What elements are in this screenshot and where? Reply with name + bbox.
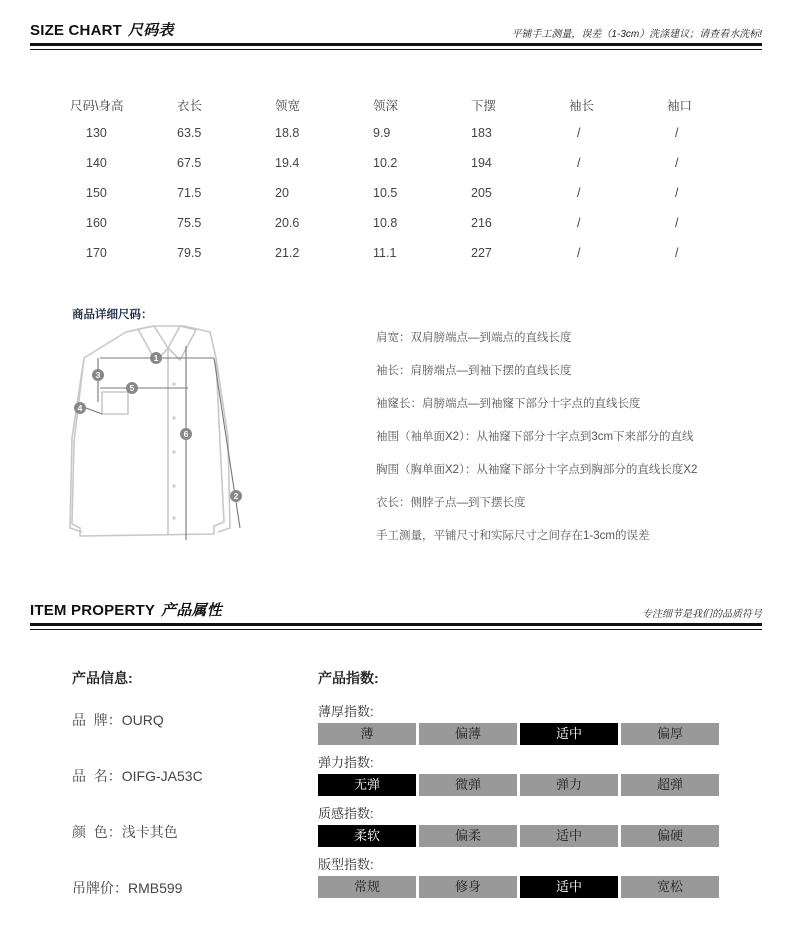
table-cell: 75.5 <box>177 216 202 230</box>
product-index <box>318 668 722 907</box>
table-row <box>48 148 748 178</box>
divider <box>30 629 762 630</box>
table-cell: / <box>577 246 581 260</box>
shirt-diagram <box>64 322 264 547</box>
marker-label-3: 3 <box>95 370 101 380</box>
index-elasticity-label: 弹力指数: <box>318 755 374 770</box>
size-chart-note: 平铺手工测量，误差（1-3cm）洗涤建议；请查看水洗标! <box>511 29 762 40</box>
measure-line-sleeve <box>214 358 240 528</box>
col-header-length: 衣长 <box>177 99 203 113</box>
table-cell: 10.5 <box>373 186 398 200</box>
note-tolerance: 手工测量，平铺尺寸和实际尺寸之间存在1-3cm的误差 <box>376 530 650 542</box>
table-cell: 9.9 <box>373 126 391 140</box>
divider <box>30 623 762 626</box>
col-header-collar-depth: 领深 <box>373 99 399 113</box>
detail-size-title: 商品详细尺码： <box>72 309 153 321</box>
index-option: 超弹 <box>621 774 719 796</box>
size-chart-title <box>30 19 174 40</box>
item-property-title-en: ITEM PROPERTY <box>30 602 156 619</box>
index-option: 偏硬 <box>621 825 719 847</box>
divider <box>30 49 762 50</box>
table-cell: / <box>577 156 581 170</box>
note-armhole: 袖窿长：肩膀端点—到袖窿下部分十字点的直线长度 <box>376 398 641 410</box>
table-cell: / <box>675 216 679 230</box>
product-model: 品 名：OIFG-JA53C <box>72 768 203 784</box>
marker-label-4: 4 <box>77 403 83 413</box>
item-property-header <box>30 600 762 626</box>
shirt-collar <box>138 326 196 362</box>
measure-line-cuff <box>86 408 102 414</box>
shirt-button <box>172 416 176 420</box>
table-cell: 170 <box>86 246 107 260</box>
index-option: 无弹 <box>318 774 416 796</box>
index-option: 宽松 <box>621 876 719 898</box>
size-chart-title-cn: 尺码表 <box>128 22 174 39</box>
size-chart-title-en: SIZE CHART <box>30 22 122 39</box>
table-row <box>48 208 748 238</box>
product-index-heading: 产品指数: <box>318 670 379 686</box>
table-cell: 160 <box>86 216 107 230</box>
table-cell: / <box>577 186 581 200</box>
item-property-note: 专注细节是我们的品质符号 <box>642 609 762 620</box>
index-option: 弹力 <box>520 774 618 796</box>
table-cell: / <box>577 126 581 140</box>
table-row <box>48 238 748 268</box>
index-option: 修身 <box>419 876 517 898</box>
index-thickness-label: 薄厚指数: <box>318 704 374 719</box>
index-option: 薄 <box>318 723 416 745</box>
index-option: 偏薄 <box>419 723 517 745</box>
note-chest: 胸围（胸单面X2）：从袖窿下部分十字点到胸部分的直线长度X2 <box>376 464 698 476</box>
table-cell: 79.5 <box>177 246 202 260</box>
item-property-title-cn: 产品属性 <box>161 602 222 619</box>
table-cell: 130 <box>86 126 107 140</box>
shirt-button <box>172 382 176 386</box>
table-row <box>48 118 748 148</box>
table-cell: 20 <box>275 186 289 200</box>
table-cell: 18.8 <box>275 126 300 140</box>
table-cell: 150 <box>86 186 107 200</box>
product-brand: 品 牌：OURQ <box>72 712 164 728</box>
col-header-size: 尺码\身高 <box>70 99 124 113</box>
index-option: 微弹 <box>419 774 517 796</box>
table-cell: 205 <box>471 186 492 200</box>
table-cell: 20.6 <box>275 216 300 230</box>
shirt-pocket <box>102 392 128 414</box>
index-fit-label: 版型指数: <box>318 857 374 872</box>
size-table-header-row <box>48 92 748 118</box>
divider <box>30 43 762 46</box>
table-cell: 10.2 <box>373 156 398 170</box>
col-header-hem: 下摆 <box>471 99 497 113</box>
marker-label-2: 2 <box>233 491 239 501</box>
index-option: 适中 <box>520 825 618 847</box>
table-cell: 10.8 <box>373 216 398 230</box>
table-cell: 67.5 <box>177 156 202 170</box>
table-cell: 183 <box>471 126 492 140</box>
table-cell: 71.5 <box>177 186 202 200</box>
table-cell: 21.2 <box>275 246 300 260</box>
size-table <box>48 92 748 268</box>
col-header-cuff: 袖口 <box>667 99 693 113</box>
marker-label-6: 6 <box>183 429 189 439</box>
shirt-button <box>172 516 176 520</box>
shirt-button <box>172 450 176 454</box>
product-color: 颜 色：浅卡其色 <box>72 824 178 840</box>
table-cell: / <box>675 156 679 170</box>
table-cell: / <box>577 216 581 230</box>
index-texture-scale <box>318 825 722 847</box>
table-cell: / <box>675 126 679 140</box>
shirt-button <box>172 484 176 488</box>
table-cell: 63.5 <box>177 126 202 140</box>
product-price: 吊牌价：RMB599 <box>72 880 183 896</box>
index-option: 适中 <box>520 876 618 898</box>
index-option: 偏厚 <box>621 723 719 745</box>
index-option: 适中 <box>520 723 618 745</box>
size-chart-header <box>30 20 762 46</box>
product-info <box>72 668 203 934</box>
table-cell: 194 <box>471 156 492 170</box>
table-cell: 19.4 <box>275 156 300 170</box>
index-thickness-scale <box>318 723 722 745</box>
note-shoulder: 肩宽：双肩膀端点—到端点的直线长度 <box>376 332 572 344</box>
index-fit-scale <box>318 876 722 898</box>
index-option: 常规 <box>318 876 416 898</box>
col-header-sleeve-length: 袖长 <box>569 99 595 113</box>
table-cell: 227 <box>471 246 492 260</box>
table-cell: 216 <box>471 216 492 230</box>
index-option: 柔软 <box>318 825 416 847</box>
table-cell: / <box>675 186 679 200</box>
item-property-title <box>30 599 222 620</box>
measurement-notes <box>376 330 697 561</box>
index-texture-label: 质感指数: <box>318 806 374 821</box>
note-sleeve-length: 袖长：肩膀端点—到袖下摆的直线长度 <box>376 365 572 377</box>
index-elasticity-scale <box>318 774 722 796</box>
table-row <box>48 178 748 208</box>
note-length: 衣长：侧脖子点—到下摆长度 <box>376 497 526 509</box>
col-header-collar-width: 领宽 <box>275 99 301 113</box>
index-option: 偏柔 <box>419 825 517 847</box>
marker-label-1: 1 <box>153 353 159 363</box>
table-cell: / <box>675 246 679 260</box>
marker-label-5: 5 <box>129 383 135 393</box>
note-cuff: 袖围（袖单面X2）：从袖窿下部分十字点到3cm下来部分的直线 <box>376 431 694 443</box>
table-cell: 140 <box>86 156 107 170</box>
product-info-heading: 产品信息: <box>72 670 133 686</box>
table-cell: 11.1 <box>373 246 397 260</box>
